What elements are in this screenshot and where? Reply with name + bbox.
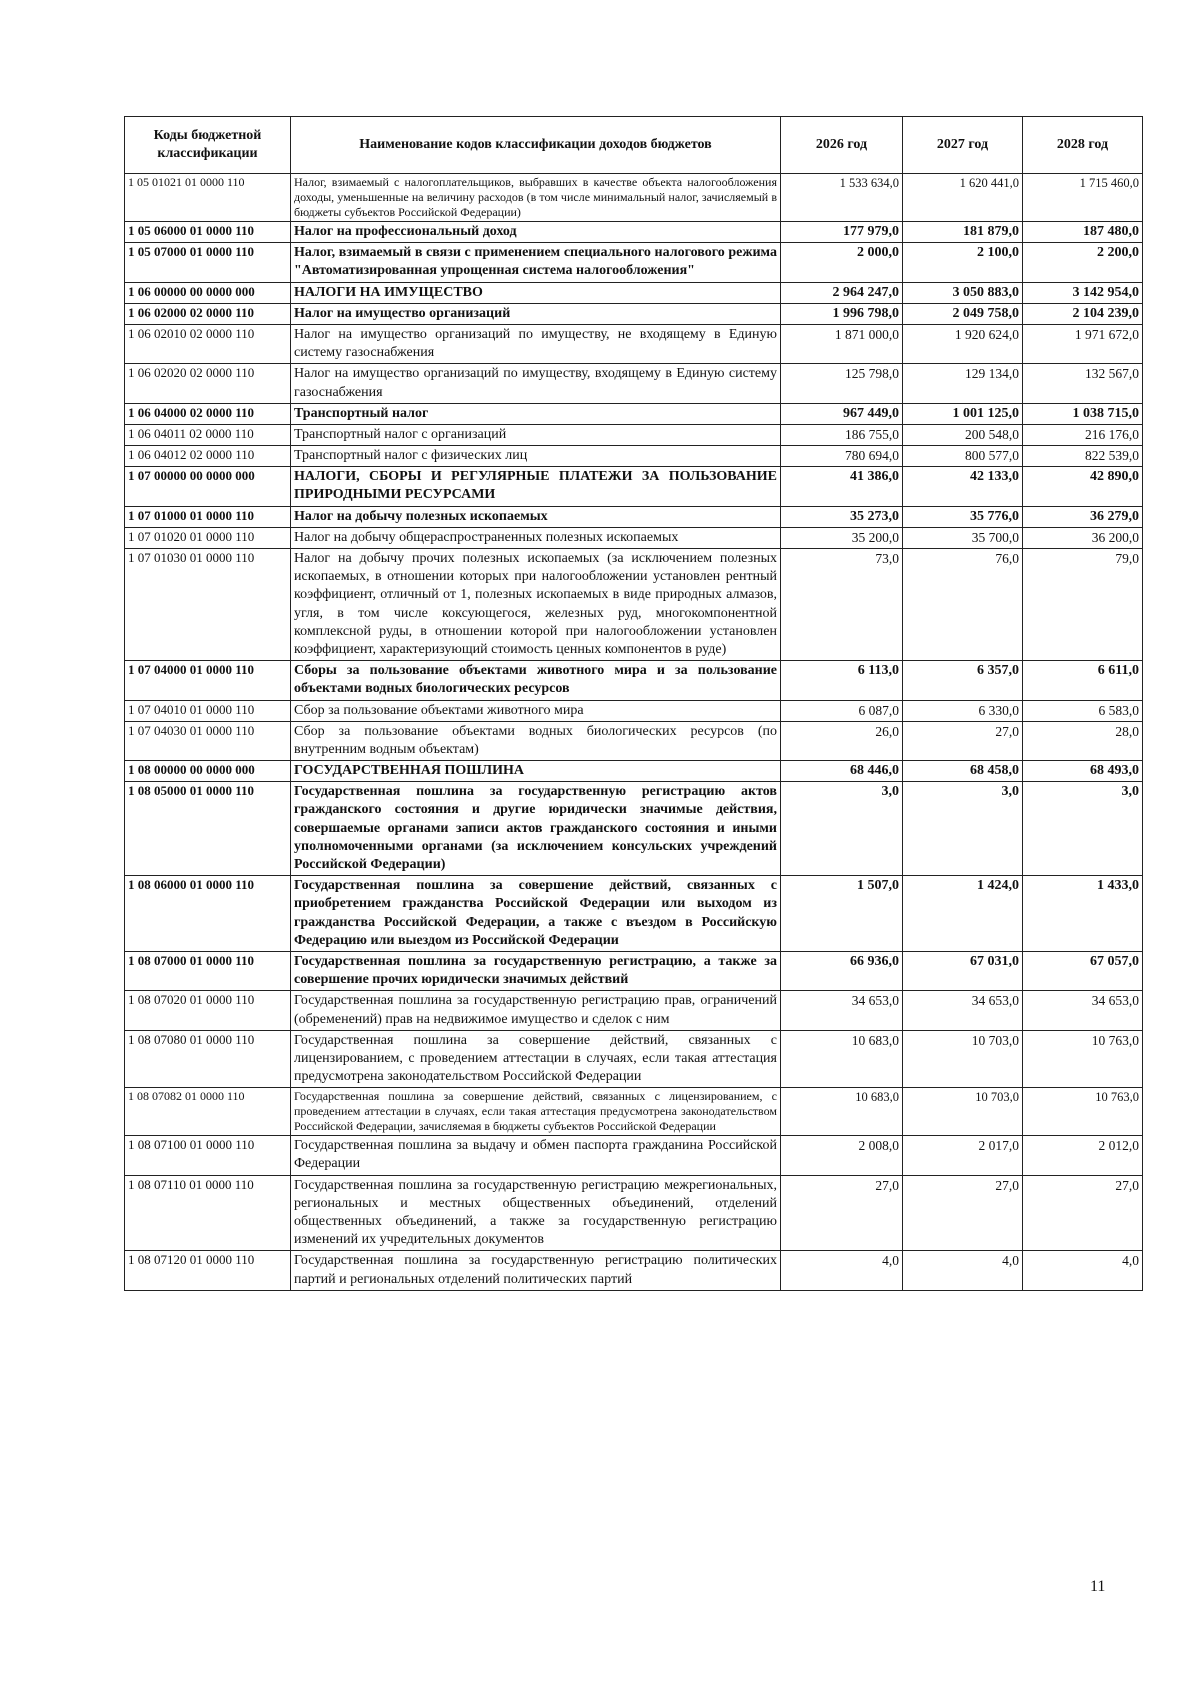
table-row — [125, 1175, 1143, 1251]
code-cell: 1 05 01021 01 0000 110 — [125, 174, 291, 222]
value-2027-cell: 35 776,0 — [903, 506, 1023, 527]
value-2027-cell: 10 703,0 — [903, 1088, 1023, 1136]
table-body — [125, 174, 1143, 1291]
table-row — [125, 243, 1143, 282]
code-cell: 1 08 07080 01 0000 110 — [125, 1030, 291, 1088]
table-row — [125, 661, 1143, 700]
code-cell: 1 06 02010 02 0000 110 — [125, 324, 291, 363]
code-cell: 1 08 05000 01 0000 110 — [125, 782, 291, 876]
value-2028-cell: 132 567,0 — [1023, 364, 1143, 403]
code-cell: 1 07 00000 00 0000 000 — [125, 467, 291, 506]
value-2026-cell: 34 653,0 — [781, 991, 903, 1030]
value-2028-cell: 10 763,0 — [1023, 1030, 1143, 1088]
header-year-2027: 2027 год — [903, 117, 1023, 174]
code-cell: 1 07 01000 01 0000 110 — [125, 506, 291, 527]
code-cell: 1 08 07110 01 0000 110 — [125, 1175, 291, 1251]
value-2028-cell: 2 104 239,0 — [1023, 303, 1143, 324]
table-row — [125, 991, 1143, 1030]
value-2027-cell: 2 017,0 — [903, 1136, 1023, 1175]
value-2026-cell: 27,0 — [781, 1175, 903, 1251]
value-2027-cell: 76,0 — [903, 549, 1023, 661]
name-cell: Государственная пошлина за государственную регистрацию актов гражданского состояния и другие юридически значимые действия, совершаемые органами записи актов гражданского состояния и иными уполномоченными органами (за исключением консульских учреждений Российской Федерации) — [291, 782, 781, 876]
code-cell: 1 07 04030 01 0000 110 — [125, 721, 291, 760]
code-cell: 1 06 02020 02 0000 110 — [125, 364, 291, 403]
table-row — [125, 761, 1143, 782]
name-cell: Налог на добычу общераспространенных полезных ископаемых — [291, 527, 781, 548]
table-row — [125, 282, 1143, 303]
budget-revenue-table — [124, 116, 1143, 1291]
name-cell: Государственная пошлина за государственную регистрацию, а также за совершение прочих юридически значимых действий — [291, 951, 781, 990]
value-2026-cell: 125 798,0 — [781, 364, 903, 403]
value-2027-cell: 800 577,0 — [903, 446, 1023, 467]
code-cell: 1 06 04012 02 0000 110 — [125, 446, 291, 467]
value-2027-cell: 3 050 883,0 — [903, 282, 1023, 303]
value-2026-cell: 2 000,0 — [781, 243, 903, 282]
value-2026-cell: 10 683,0 — [781, 1088, 903, 1136]
value-2027-cell: 10 703,0 — [903, 1030, 1023, 1088]
name-cell: НАЛОГИ НА ИМУЩЕСТВО — [291, 282, 781, 303]
value-2027-cell: 4,0 — [903, 1251, 1023, 1290]
table-row — [125, 1251, 1143, 1290]
value-2026-cell: 73,0 — [781, 549, 903, 661]
value-2026-cell: 6 113,0 — [781, 661, 903, 700]
code-cell: 1 08 06000 01 0000 110 — [125, 876, 291, 952]
value-2028-cell: 28,0 — [1023, 721, 1143, 760]
value-2027-cell: 34 653,0 — [903, 991, 1023, 1030]
value-2027-cell: 27,0 — [903, 1175, 1023, 1251]
table-row — [125, 506, 1143, 527]
code-cell: 1 07 04010 01 0000 110 — [125, 700, 291, 721]
code-cell: 1 06 04000 02 0000 110 — [125, 403, 291, 424]
table-row — [125, 324, 1143, 363]
name-cell: ГОСУДАРСТВЕННАЯ ПОШЛИНА — [291, 761, 781, 782]
value-2026-cell: 1 871 000,0 — [781, 324, 903, 363]
code-cell: 1 08 07120 01 0000 110 — [125, 1251, 291, 1290]
code-cell: 1 08 07082 01 0000 110 — [125, 1088, 291, 1136]
value-2026-cell: 967 449,0 — [781, 403, 903, 424]
table-header-row — [125, 117, 1143, 174]
name-cell: Налог, взимаемый в связи с применением специального налогового режима "Автоматизированная упрощенная система налогообложения" — [291, 243, 781, 282]
value-2028-cell: 3,0 — [1023, 782, 1143, 876]
value-2027-cell: 1 920 624,0 — [903, 324, 1023, 363]
name-cell: Государственная пошлина за государственную регистрацию межрегиональных, региональных и местных общественных объединений, отделений общественных объединений, а также за государственную регистрацию изменений их учредительных документов — [291, 1175, 781, 1251]
name-cell: Налог, взимаемый с налогоплательщиков, выбравших в качестве объекта налогообложения доходы, уменьшенные на величину расходов (в том числе минимальный налог, зачисляемый в бюджеты субъектов Российской Федерации) — [291, 174, 781, 222]
code-cell: 1 05 07000 01 0000 110 — [125, 243, 291, 282]
name-cell: НАЛОГИ, СБОРЫ И РЕГУЛЯРНЫЕ ПЛАТЕЖИ ЗА ПОЛЬЗОВАНИЕ ПРИРОДНЫМИ РЕСУРСАМИ — [291, 467, 781, 506]
value-2028-cell: 36 279,0 — [1023, 506, 1143, 527]
table-row — [125, 1088, 1143, 1136]
value-2027-cell: 6 357,0 — [903, 661, 1023, 700]
value-2027-cell: 68 458,0 — [903, 761, 1023, 782]
table-row — [125, 549, 1143, 661]
value-2028-cell: 68 493,0 — [1023, 761, 1143, 782]
header-year-2026: 2026 год — [781, 117, 903, 174]
value-2027-cell: 129 134,0 — [903, 364, 1023, 403]
code-cell: 1 05 06000 01 0000 110 — [125, 222, 291, 243]
value-2026-cell: 2 008,0 — [781, 1136, 903, 1175]
name-cell: Государственная пошлина за государственную регистрацию политических партий и региональных отделений политических партий — [291, 1251, 781, 1290]
name-cell: Сбор за пользование объектами животного мира — [291, 700, 781, 721]
value-2027-cell: 6 330,0 — [903, 700, 1023, 721]
table-row — [125, 876, 1143, 952]
header-year-2028: 2028 год — [1023, 117, 1143, 174]
value-2026-cell: 6 087,0 — [781, 700, 903, 721]
value-2028-cell: 6 583,0 — [1023, 700, 1143, 721]
value-2026-cell: 186 755,0 — [781, 424, 903, 445]
value-2028-cell: 216 176,0 — [1023, 424, 1143, 445]
table-row — [125, 364, 1143, 403]
value-2026-cell: 10 683,0 — [781, 1030, 903, 1088]
value-2027-cell: 181 879,0 — [903, 222, 1023, 243]
value-2028-cell: 34 653,0 — [1023, 991, 1143, 1030]
value-2028-cell: 187 480,0 — [1023, 222, 1143, 243]
value-2026-cell: 3,0 — [781, 782, 903, 876]
value-2027-cell: 67 031,0 — [903, 951, 1023, 990]
name-cell: Налог на добычу полезных ископаемых — [291, 506, 781, 527]
value-2026-cell: 41 386,0 — [781, 467, 903, 506]
table-row — [125, 467, 1143, 506]
code-cell: 1 08 00000 00 0000 000 — [125, 761, 291, 782]
table-row — [125, 700, 1143, 721]
name-cell: Государственная пошлина за государственную регистрацию прав, ограничений (обременений) прав на недвижимое имущество и сделок с ним — [291, 991, 781, 1030]
value-2026-cell: 26,0 — [781, 721, 903, 760]
value-2028-cell: 3 142 954,0 — [1023, 282, 1143, 303]
table-row — [125, 424, 1143, 445]
table-row — [125, 527, 1143, 548]
value-2028-cell: 4,0 — [1023, 1251, 1143, 1290]
name-cell: Налог на добычу прочих полезных ископаемых (за исключением полезных ископаемых, в отношении которых при налогообложении установлен рентный коэффициент, отличный от 1, полезных ископаемых в виде природных алмазов, угля, в том числе коксующегося, железных руд, многокомпонентной комплексной руды, в отношении которой при налогообложении установлен коэффициент, характеризующий стоимость ценных компонентов в руде) — [291, 549, 781, 661]
table-row — [125, 303, 1143, 324]
name-cell: Налог на профессиональный доход — [291, 222, 781, 243]
name-cell: Налог на имущество организаций — [291, 303, 781, 324]
value-2026-cell: 2 964 247,0 — [781, 282, 903, 303]
code-cell: 1 06 04011 02 0000 110 — [125, 424, 291, 445]
value-2027-cell: 200 548,0 — [903, 424, 1023, 445]
code-cell: 1 06 00000 00 0000 000 — [125, 282, 291, 303]
name-cell: Сборы за пользование объектами животного мира и за пользование объектами водных биологических ресурсов — [291, 661, 781, 700]
value-2026-cell: 1 533 634,0 — [781, 174, 903, 222]
name-cell: Государственная пошлина за совершение действий, связанных с приобретением гражданства Российской Федерации или выходом из гражданства Российской Федерации, а также с въездом в Российскую Федерацию или выездом из Российской Федерации — [291, 876, 781, 952]
value-2028-cell: 1 433,0 — [1023, 876, 1143, 952]
value-2028-cell: 1 715 460,0 — [1023, 174, 1143, 222]
table-row — [125, 446, 1143, 467]
value-2028-cell: 27,0 — [1023, 1175, 1143, 1251]
value-2028-cell: 67 057,0 — [1023, 951, 1143, 990]
value-2027-cell: 27,0 — [903, 721, 1023, 760]
value-2026-cell: 35 200,0 — [781, 527, 903, 548]
table-row — [125, 782, 1143, 876]
table-row — [125, 222, 1143, 243]
table-row — [125, 951, 1143, 990]
value-2027-cell: 1 620 441,0 — [903, 174, 1023, 222]
value-2026-cell: 1 507,0 — [781, 876, 903, 952]
header-code: Коды бюджетной классификации — [125, 117, 291, 174]
code-cell: 1 07 01030 01 0000 110 — [125, 549, 291, 661]
table-row — [125, 1030, 1143, 1088]
value-2027-cell: 35 700,0 — [903, 527, 1023, 548]
value-2028-cell: 2 200,0 — [1023, 243, 1143, 282]
value-2027-cell: 1 424,0 — [903, 876, 1023, 952]
value-2028-cell: 6 611,0 — [1023, 661, 1143, 700]
value-2027-cell: 3,0 — [903, 782, 1023, 876]
header-name: Наименование кодов классификации доходов бюджетов — [291, 117, 781, 174]
name-cell: Транспортный налог — [291, 403, 781, 424]
name-cell: Государственная пошлина за совершение действий, связанных с лицензированием, с проведением аттестации в случаях, если такая аттестация предусмотрена законодательством Российской Федерации — [291, 1030, 781, 1088]
value-2028-cell: 2 012,0 — [1023, 1136, 1143, 1175]
table-row — [125, 721, 1143, 760]
table-row — [125, 1136, 1143, 1175]
value-2026-cell: 35 273,0 — [781, 506, 903, 527]
value-2027-cell: 1 001 125,0 — [903, 403, 1023, 424]
value-2026-cell: 1 996 798,0 — [781, 303, 903, 324]
code-cell: 1 07 01020 01 0000 110 — [125, 527, 291, 548]
value-2026-cell: 4,0 — [781, 1251, 903, 1290]
name-cell: Налог на имущество организаций по имуществу, не входящему в Единую систему газоснабжения — [291, 324, 781, 363]
name-cell: Государственная пошлина за совершение действий, связанных с лицензированием, с проведением аттестации в случаях, если такая аттестация предусмотрена законодательством Российской Федерации, зачисляемая в бюджеты субъектов Российской Федерации — [291, 1088, 781, 1136]
value-2028-cell: 1 038 715,0 — [1023, 403, 1143, 424]
value-2027-cell: 42 133,0 — [903, 467, 1023, 506]
code-cell: 1 07 04000 01 0000 110 — [125, 661, 291, 700]
value-2028-cell: 10 763,0 — [1023, 1088, 1143, 1136]
code-cell: 1 06 02000 02 0000 110 — [125, 303, 291, 324]
value-2027-cell: 2 100,0 — [903, 243, 1023, 282]
value-2026-cell: 780 694,0 — [781, 446, 903, 467]
name-cell: Налог на имущество организаций по имуществу, входящему в Единую систему газоснабжения — [291, 364, 781, 403]
value-2028-cell: 36 200,0 — [1023, 527, 1143, 548]
value-2028-cell: 42 890,0 — [1023, 467, 1143, 506]
page-number: 11 — [1090, 1578, 1106, 1595]
value-2028-cell: 79,0 — [1023, 549, 1143, 661]
table-row — [125, 403, 1143, 424]
table-row — [125, 174, 1143, 222]
value-2026-cell: 177 979,0 — [781, 222, 903, 243]
value-2026-cell: 68 446,0 — [781, 761, 903, 782]
value-2027-cell: 2 049 758,0 — [903, 303, 1023, 324]
value-2028-cell: 1 971 672,0 — [1023, 324, 1143, 363]
value-2026-cell: 66 936,0 — [781, 951, 903, 990]
code-cell: 1 08 07100 01 0000 110 — [125, 1136, 291, 1175]
name-cell: Сбор за пользование объектами водных биологических ресурсов (по внутренним водным объектам) — [291, 721, 781, 760]
code-cell: 1 08 07000 01 0000 110 — [125, 951, 291, 990]
value-2028-cell: 822 539,0 — [1023, 446, 1143, 467]
name-cell: Государственная пошлина за выдачу и обмен паспорта гражданина Российской Федерации — [291, 1136, 781, 1175]
name-cell: Транспортный налог с организаций — [291, 424, 781, 445]
name-cell: Транспортный налог с физических лиц — [291, 446, 781, 467]
code-cell: 1 08 07020 01 0000 110 — [125, 991, 291, 1030]
